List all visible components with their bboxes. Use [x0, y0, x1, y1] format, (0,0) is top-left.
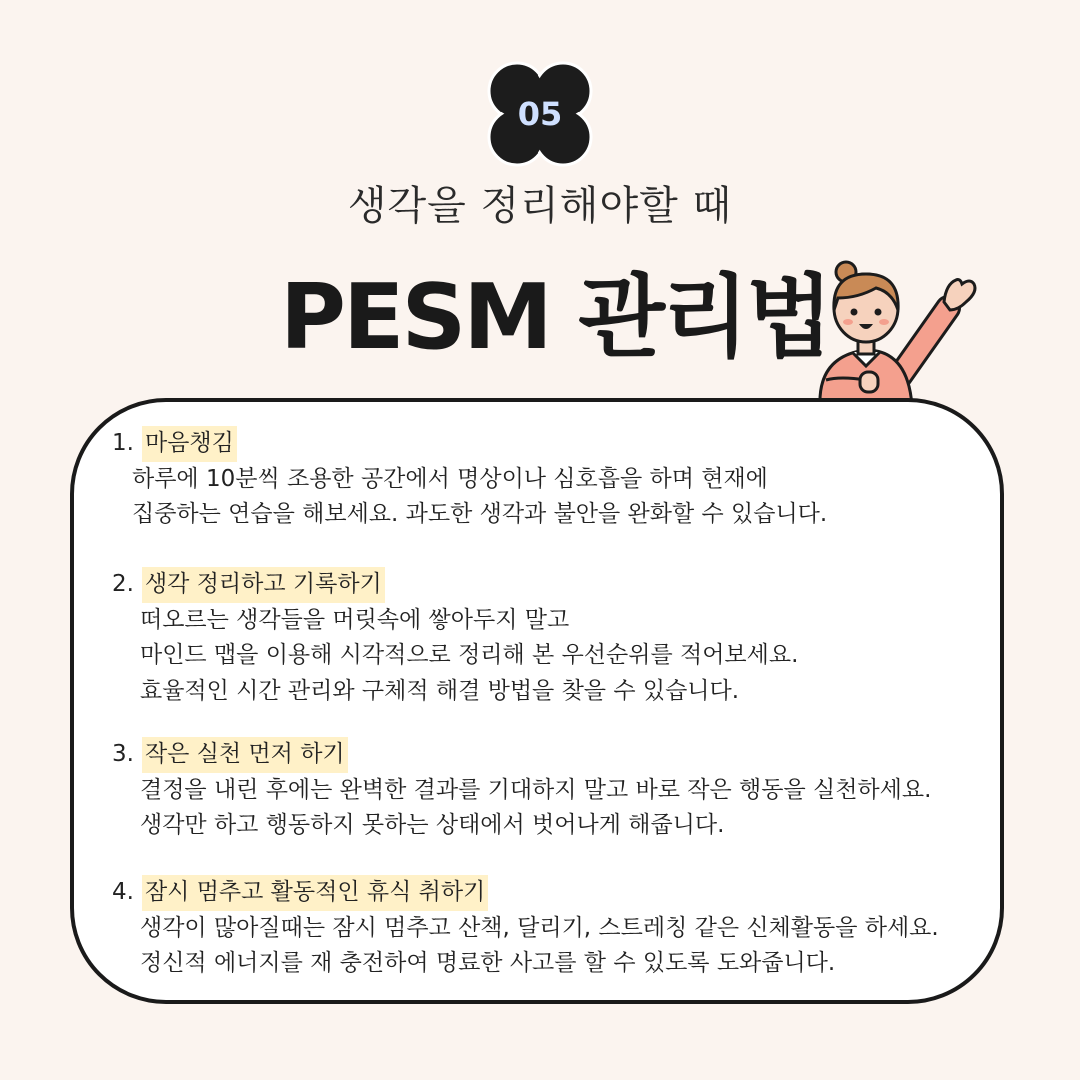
section-text: 마인드 맵을 이용해 시각적으로 정리해 본 우선순위를 적어보세요. — [140, 642, 799, 669]
section-number: 2. — [112, 571, 134, 597]
page-title: PESM 관리법 — [280, 265, 830, 370]
section-mindfulness — [112, 426, 827, 533]
clover-badge — [484, 58, 596, 170]
section-active-rest — [112, 875, 939, 982]
section-text: 정신적 에너지를 재 충전하여 명료한 사고를 할 수 있도록 도와줍니다. — [140, 950, 836, 977]
section-number: 1. — [112, 430, 134, 456]
section-number: 3. — [112, 741, 134, 767]
section-small-actions — [112, 737, 931, 844]
section-heading: 생각 정리하고 기록하기 — [142, 567, 385, 603]
section-number: 4. — [112, 879, 134, 905]
clover-icon — [484, 58, 596, 170]
section-heading: 잠시 멈추고 활동적인 휴식 취하기 — [142, 875, 488, 911]
section-text: 생각이 많아질때는 잠시 멈추고 산책, 달리기, 스트레칭 같은 신체활동을 하세요. — [140, 914, 939, 941]
section-text: 떠오르는 생각들을 머릿속에 쌓아두지 말고 — [140, 606, 570, 633]
section-text: 결정을 내린 후에는 완벽한 결과를 기대하지 말고 바로 작은 행동을 실천하세요. — [140, 776, 932, 803]
section-text: 집중하는 연습을 해보세요. 과도한 생각과 불안을 완화할 수 있습니다. — [132, 501, 828, 528]
badge-number: 05 — [517, 95, 563, 133]
section-organize-thoughts — [112, 567, 798, 710]
section-heading: 작은 실천 먼저 하기 — [142, 737, 348, 773]
waving-girl-illustration — [808, 258, 984, 406]
page-subtitle: 생각을 정리해야할 때 — [347, 183, 733, 229]
section-text: 하루에 10분씩 조용한 공간에서 명상이나 심호흡을 하며 현재에 — [132, 465, 768, 492]
section-text: 효율적인 시간 관리와 구체적 해결 방법을 찾을 수 있습니다. — [140, 677, 740, 704]
section-heading: 마음챙김 — [142, 426, 237, 462]
section-text: 생각만 하고 행동하지 못하는 상태에서 벗어나게 해줍니다. — [140, 812, 725, 839]
waving-girl-icon — [808, 258, 984, 406]
